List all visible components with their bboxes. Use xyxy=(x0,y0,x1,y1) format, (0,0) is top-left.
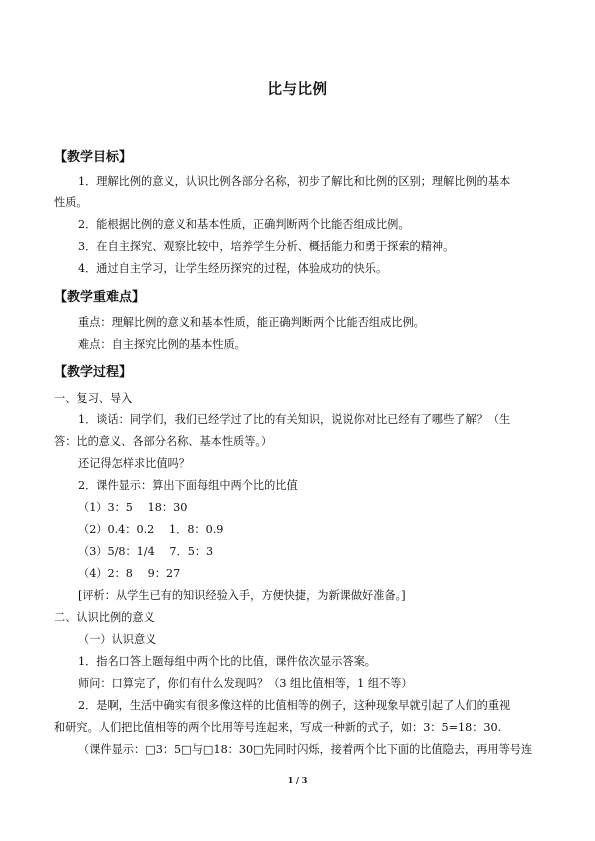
process-line-10: [评析：从学生已有的知识经验入手，方便快捷，为新课做好准备。] xyxy=(78,589,406,602)
page-title: 比与比例 xyxy=(267,82,328,98)
goal-line-1-cont: 性质。 xyxy=(54,196,88,209)
process-line-1: 一、复习、导入 xyxy=(54,392,133,405)
section-heading-process: 【教学过程】 xyxy=(54,365,133,380)
process-line-2: 1．谈话：同学们，我们已经学过了比的有关知识，说说你对比已经有了哪些了解？（生 xyxy=(78,413,511,426)
process-line-14: 师问：口算完了，你们有什么发现吗？（3 组比值相等，1 组不等） xyxy=(78,677,413,690)
process-line-6: （1）3：5 18：30 xyxy=(78,501,188,514)
process-line-16: 和研究。人们把比值相等的两个比用等号连起来，写成一种新的式子，如：3：5=18：30. xyxy=(54,721,502,734)
process-line-9: （4）2：8 9：27 xyxy=(78,567,181,580)
goal-line-1: 1．理解比例的意义，认识比例各部分名称，初步了解比和比例的区别；理解比例的基本 xyxy=(78,175,511,188)
section-heading-key-points: 【教学重难点】 xyxy=(54,290,146,305)
process-line-3: 答：比的意义、各部分名称、基本性质等。） xyxy=(54,435,273,448)
goal-line-3: 3．在自主探究、观察比较中，培养学生分析、概括能力和勇于探索的精神。 xyxy=(78,240,455,253)
page-number: 1 / 3 xyxy=(287,775,308,785)
process-line-8: （3）5/8：1/4 7．5：3 xyxy=(78,545,214,558)
goal-line-4: 4．通过自主学习，让学生经历探究的过程，体验成功的快乐。 xyxy=(78,262,388,275)
process-line-4: 还记得怎样求比值吗？ xyxy=(78,457,190,470)
process-line-12: （一）认识意义 xyxy=(78,633,157,646)
section-heading-goals: 【教学目标】 xyxy=(54,150,133,165)
process-line-13: 1．指名口答上题每组中两个比的比值，课件依次显示答案。 xyxy=(78,655,376,668)
process-line-11: 二、认识比例的意义 xyxy=(54,611,155,624)
key-point-line-1: 重点：理解比例的意义和基本性质，能正确判断两个比能否组成比例。 xyxy=(78,316,425,329)
goal-line-2: 2．能根据比例的意义和基本性质，正确判断两个比能否组成比例。 xyxy=(78,218,410,231)
process-line-7: （2）0.4：0.2 1．8：0.9 xyxy=(78,523,224,536)
process-line-15: 2．是啊，生活中确实有很多像这样的比值相等的例子，这种现象早就引起了人们的重视 xyxy=(78,699,511,712)
process-line-17: （课件显示：□3：5□与□18：30□先同时闪烁，接着两个比下面的比值隐去，再用等号连 xyxy=(78,743,533,756)
key-point-line-2: 难点：自主探究比例的基本性质。 xyxy=(78,338,246,351)
process-line-5: 2．课件显示：算出下面每组中两个比的比值 xyxy=(78,479,298,492)
